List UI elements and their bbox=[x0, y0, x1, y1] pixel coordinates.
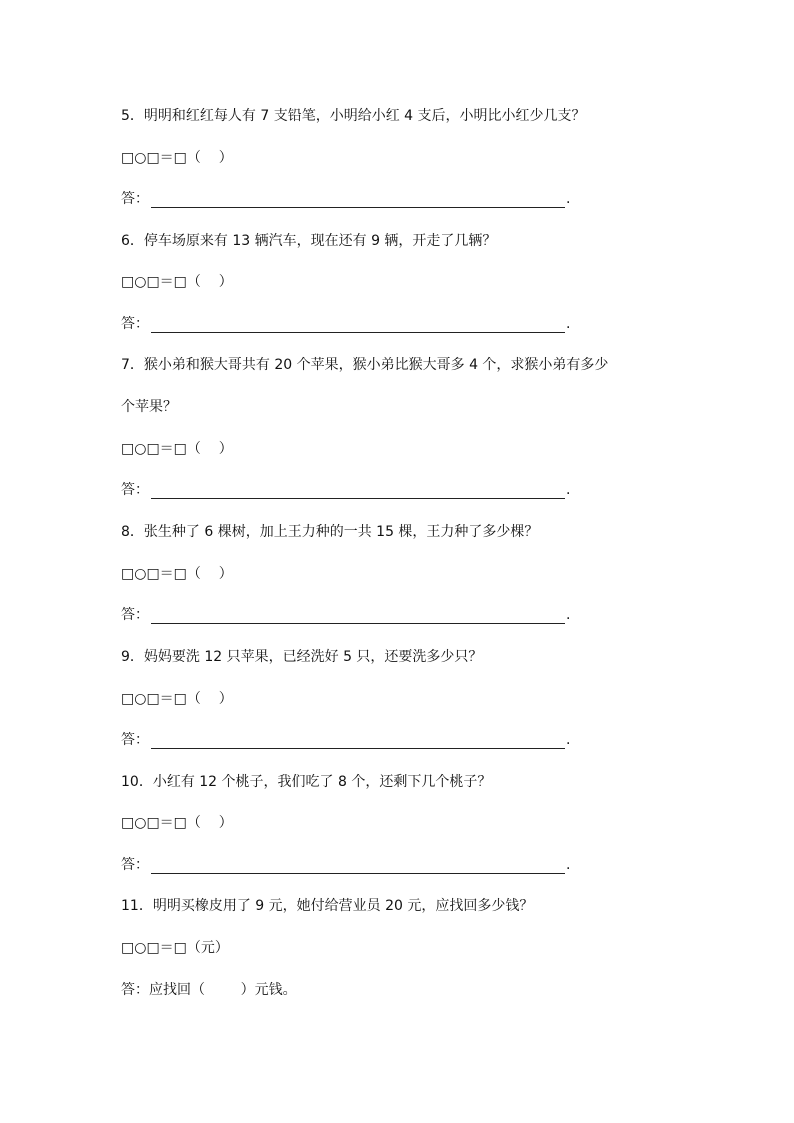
answer-blank[interactable] bbox=[151, 195, 565, 208]
question-8-formula: □○□＝□（ ） bbox=[121, 566, 233, 582]
answer-blank[interactable] bbox=[151, 611, 565, 624]
question-7-formula: □○□＝□（ ） bbox=[121, 441, 233, 457]
question-7-answer-line bbox=[121, 481, 570, 499]
question-9-answer-line bbox=[121, 731, 570, 749]
answer-blank[interactable] bbox=[151, 861, 565, 874]
question-7-text: 7．猴小弟和猴大哥共有 20 个苹果，猴小弟比猴大哥多 4 个，求猴小弟有多少 bbox=[121, 357, 609, 373]
question-5-formula: □○□＝□（ ） bbox=[121, 150, 233, 166]
question-7-text-continued: 个苹果？ bbox=[121, 399, 177, 415]
answer-blank[interactable] bbox=[151, 736, 565, 749]
question-11-text: 11．明明买橡皮用了 9 元，她付给营业员 20 元，应找回多少钱？ bbox=[121, 898, 534, 914]
question-10-formula: □○□＝□（ ） bbox=[121, 815, 233, 831]
answer-end-mark: . bbox=[566, 191, 571, 207]
answer-label: 答： bbox=[121, 857, 149, 873]
question-6-formula: □○□＝□（ ） bbox=[121, 274, 233, 290]
question-11-formula: □○□＝□（元） bbox=[121, 940, 229, 956]
question-11-answer-line[interactable]: 答：应找回（ ）元钱。 bbox=[121, 982, 297, 998]
question-10-answer-line bbox=[121, 856, 570, 874]
question-9-text: 9．妈妈要洗 12 只苹果，已经洗好 5 只，还要洗多少只？ bbox=[121, 649, 483, 665]
answer-end-mark: . bbox=[566, 732, 571, 748]
question-5-text: 5．明明和红红每人有 7 支铅笔，小明给小红 4 支后，小明比小红少几支？ bbox=[121, 108, 586, 124]
question-8-text: 8．张生种了 6 棵树，加上王力种的一共 15 棵，王力种了多少棵？ bbox=[121, 524, 539, 540]
question-9-formula: □○□＝□（ ） bbox=[121, 691, 233, 707]
question-10-text: 10．小红有 12 个桃子，我们吃了 8 个，还剩下几个桃子？ bbox=[121, 774, 492, 790]
answer-label: 答： bbox=[121, 607, 149, 623]
answer-end-mark: . bbox=[566, 607, 571, 623]
answer-end-mark: . bbox=[566, 857, 571, 873]
answer-end-mark: . bbox=[566, 482, 571, 498]
question-6-text: 6．停车场原来有 13 辆汽车，现在还有 9 辆，开走了几辆？ bbox=[121, 233, 497, 249]
answer-blank[interactable] bbox=[151, 486, 565, 499]
answer-label: 答： bbox=[121, 482, 149, 498]
question-5-answer-line bbox=[121, 190, 570, 208]
answer-label: 答： bbox=[121, 191, 149, 207]
question-8-answer-line bbox=[121, 606, 570, 624]
question-6-answer-line bbox=[121, 315, 570, 333]
answer-blank[interactable] bbox=[151, 320, 565, 333]
answer-end-mark: . bbox=[566, 316, 571, 332]
answer-label: 答： bbox=[121, 316, 149, 332]
answer-label: 答： bbox=[121, 732, 149, 748]
